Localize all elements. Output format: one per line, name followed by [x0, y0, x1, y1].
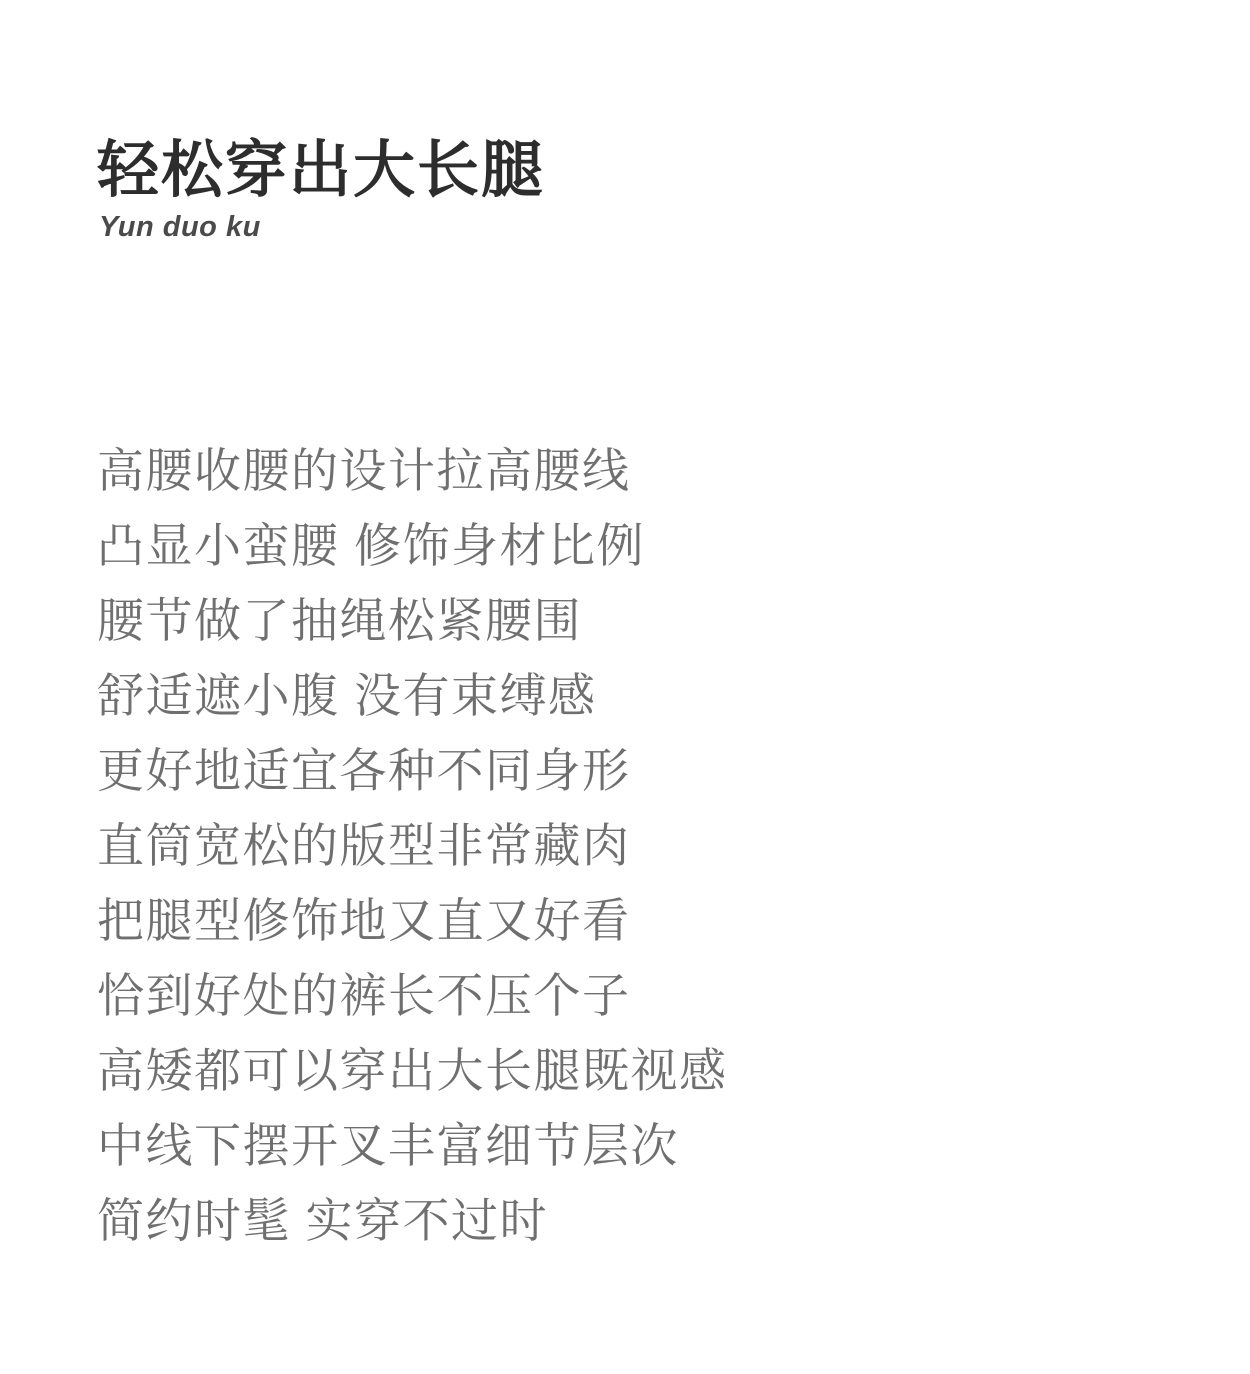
- body-line: 凸显小蛮腰 修饰身材比例: [97, 519, 646, 572]
- body-line: 中线下摆开叉丰富细节层次: [97, 1119, 679, 1172]
- page-title: 轻松穿出大长腿: [97, 133, 546, 206]
- pinyin-subtitle: Yun duo ku: [99, 211, 261, 244]
- body-line: 更好地适宜各种不同身形: [97, 744, 631, 797]
- body-line: 舒适遮小腹 没有束缚感: [97, 669, 597, 722]
- description-text-block: [97, 433, 728, 1258]
- body-line: 把腿型修饰地又直又好看: [97, 894, 631, 947]
- body-line: 高矮都可以穿出大长腿既视感: [97, 1044, 728, 1097]
- body-line: 腰节做了抽绳松紧腰围: [97, 594, 582, 647]
- body-line: 直筒宽松的版型非常藏肉: [97, 819, 631, 872]
- header: [97, 134, 545, 244]
- body-line: 高腰收腰的设计拉高腰线: [97, 444, 631, 497]
- body-line: 恰到好处的裤长不压个子: [97, 969, 631, 1022]
- body-line: 简约时髦 实穿不过时: [97, 1194, 549, 1247]
